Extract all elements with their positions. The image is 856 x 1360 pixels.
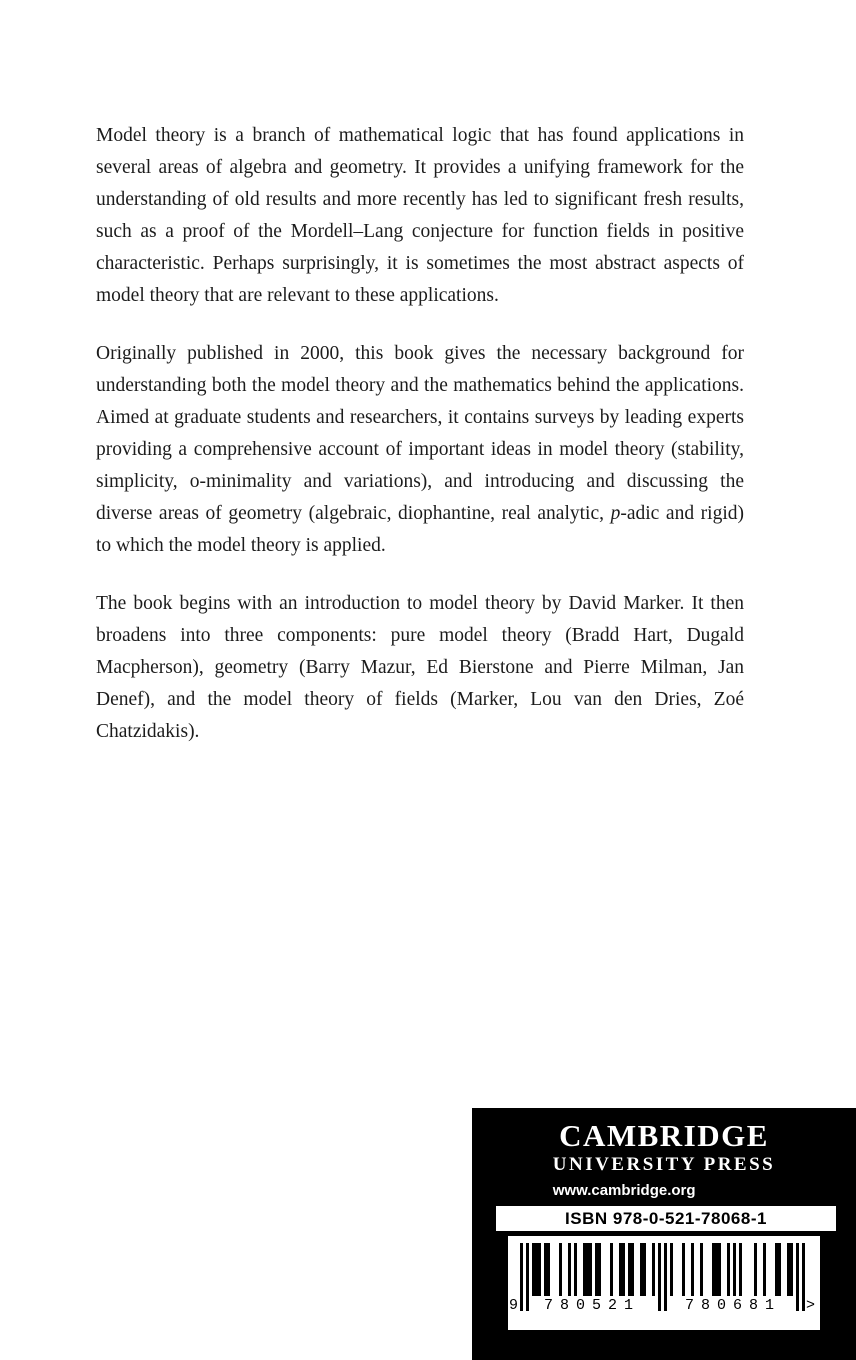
publisher-website: www.cambridge.org <box>552 1182 696 1199</box>
publisher-panel <box>472 1108 856 1360</box>
publisher-subname: UNIVERSITY PRESS <box>552 1154 776 1175</box>
publisher-logo <box>553 1119 776 1199</box>
barcode-arrow: > <box>806 1297 816 1314</box>
barcode-digits-left: 780521 <box>543 1297 640 1314</box>
blurb-paragraph: The book begins with an introduction to model theory by David Marker. It then broadens into three components: pure model theory (Bradd Hart, Dugald Macpherson), geometry (Barry Mazur, Ed Bierstone and Pierre Milman, Jan Denef), and the model theory of fields (Marker, Lou van den Dries, Zoé Chatzidakis). <box>96 593 744 742</box>
barcode-digit-lead: 9 <box>509 1297 519 1314</box>
blurb-paragraph: Originally published in 2000, this book gives the necessary background for understanding both the model theory and the mathematics behind the applications. Aimed at graduate students and researchers, it contains surveys by leading experts providing a comprehensive account of important ideas in model theory (stability, simplicity, o-minimality and variations), and introducing and discussing the diverse areas of geometry (algebraic, diophantine, real analytic, p-adic and rigid) to which the model theory is applied. <box>96 343 745 556</box>
barcode <box>508 1236 820 1330</box>
publisher-name: CAMBRIDGE <box>559 1118 769 1153</box>
isbn-label: ISBN 978-0-521-78068-1 <box>496 1206 836 1231</box>
blurb-paragraph: Model theory is a branch of mathematical logic that has found applications in several areas of algebra and geometry. It provides a unifying framework for the understanding of old results and more recently has led to significant fresh results, such as a proof of the Mordell–Lang conjecture for function fields in positive characteristic. Perhaps surprisingly, it is sometimes the most abstract aspects of model theory that are relevant to these applications. <box>96 125 744 306</box>
blurb-text <box>96 120 744 774</box>
barcode-digits-right: 780681 <box>684 1297 781 1314</box>
